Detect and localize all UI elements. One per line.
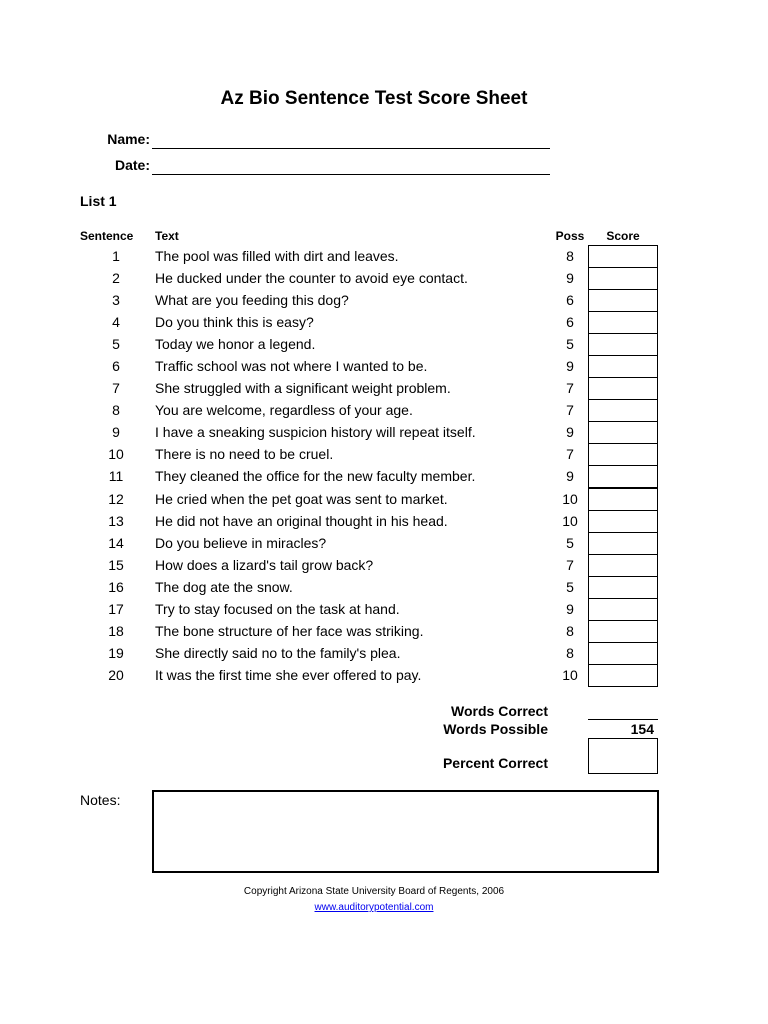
score-box[interactable]	[588, 267, 658, 290]
score-box[interactable]	[588, 355, 658, 378]
score-box[interactable]	[588, 421, 658, 444]
sentence-text: They cleaned the office for the new faculty member.	[155, 468, 476, 485]
table-row	[0, 245, 768, 267]
table-row	[0, 576, 768, 598]
sentence-text: What are you feeding this dog?	[155, 292, 349, 309]
words-correct-label: Words Correct	[451, 703, 548, 719]
table-row	[0, 510, 768, 532]
possible-words: 7	[566, 402, 574, 419]
score-box[interactable]	[588, 664, 658, 687]
sentence-number: 12	[108, 490, 124, 507]
possible-words: 9	[566, 600, 574, 617]
score-box[interactable]	[588, 598, 658, 621]
sentence-text: The bone structure of her face was striking.	[155, 622, 424, 639]
possible-words: 7	[566, 556, 574, 573]
header-score: Score	[606, 229, 640, 243]
name-label: Name:	[107, 131, 150, 147]
sentence-number: 8	[112, 402, 120, 419]
sentence-text: He ducked under the counter to avoid eye contact.	[155, 270, 468, 287]
header-poss: Poss	[555, 229, 585, 243]
possible-words: 9	[566, 358, 574, 375]
sentence-number: 15	[108, 556, 124, 573]
sentence-text: You are welcome, regardless of your age.	[155, 402, 413, 419]
notes-box[interactable]	[152, 790, 659, 873]
page-title: Az Bio Sentence Test Score Sheet	[220, 88, 528, 109]
sentence-text: Today we honor a legend.	[155, 336, 316, 353]
possible-words: 10	[562, 666, 578, 683]
sentence-table	[0, 245, 768, 686]
table-row	[0, 554, 768, 576]
sentence-number: 16	[108, 578, 124, 595]
sentence-text: He cried when the pet goat was sent to market.	[155, 490, 448, 507]
score-box[interactable]	[588, 532, 658, 555]
sentence-number: 17	[108, 600, 124, 617]
sentence-number: 10	[108, 446, 124, 463]
possible-words: 5	[566, 336, 574, 353]
possible-words: 6	[566, 314, 574, 331]
sentence-text: I have a sneaking suspicion history will repeat itself.	[155, 424, 476, 441]
copyright-text: Copyright Arizona State University Board of Regents, 2006	[243, 886, 505, 897]
sentence-text: The pool was filled with dirt and leaves.	[155, 248, 399, 264]
sentence-text: She struggled with a significant weight problem.	[155, 380, 451, 397]
sentence-number: 19	[108, 644, 124, 661]
percent-correct-box[interactable]	[588, 738, 658, 774]
possible-words: 9	[566, 468, 574, 485]
score-box[interactable]	[588, 576, 658, 599]
table-row	[0, 267, 768, 289]
table-row	[0, 399, 768, 421]
sentence-number: 9	[112, 424, 120, 441]
percent-correct-label: Percent Correct	[442, 755, 548, 771]
score-box[interactable]	[588, 510, 658, 533]
sentence-text: Do you think this is easy?	[155, 314, 314, 331]
score-box[interactable]	[588, 465, 658, 488]
table-row	[0, 488, 768, 510]
sentence-number: 4	[112, 314, 120, 331]
table-row	[0, 598, 768, 620]
sentence-text: There is no need to be cruel.	[155, 446, 334, 463]
sentence-text: Do you believe in miracles?	[155, 534, 327, 551]
date-field[interactable]	[152, 174, 550, 175]
header-sentence: Sentence	[80, 229, 134, 243]
score-box[interactable]	[588, 554, 658, 577]
words-correct-line	[588, 719, 658, 720]
sentence-text: The dog ate the snow.	[155, 578, 293, 595]
sentence-text: It was the first time she ever offered to pay.	[155, 666, 422, 683]
possible-words: 8	[566, 622, 574, 639]
sentence-number: 5	[112, 336, 120, 353]
table-row	[0, 642, 768, 664]
table-row	[0, 289, 768, 311]
name-field[interactable]	[152, 148, 550, 149]
score-box[interactable]	[588, 289, 658, 312]
possible-words: 9	[566, 270, 574, 287]
sentence-number: 13	[108, 512, 124, 529]
sentence-text: How does a lizard's tail grow back?	[155, 556, 374, 573]
header-text: Text	[155, 229, 179, 243]
score-box[interactable]	[588, 642, 658, 665]
possible-words: 5	[566, 578, 574, 595]
score-box[interactable]	[588, 333, 658, 356]
table-row	[0, 377, 768, 399]
table-row	[0, 620, 768, 642]
score-box[interactable]	[588, 377, 658, 400]
score-box[interactable]	[588, 311, 658, 334]
sentence-text: Traffic school was not where I wanted to be.	[155, 358, 428, 375]
sentence-number: 20	[108, 666, 124, 683]
table-row	[0, 311, 768, 333]
sentence-number: 7	[112, 380, 120, 397]
notes-label: Notes:	[80, 792, 121, 808]
words-possible-label: Words Possible	[443, 721, 548, 737]
website-link[interactable]: www.auditorypotential.com	[314, 902, 434, 913]
possible-words: 7	[566, 380, 574, 397]
sentence-number: 14	[108, 534, 124, 551]
possible-words: 8	[566, 248, 574, 264]
score-box[interactable]	[588, 245, 658, 268]
table-row	[0, 664, 768, 686]
possible-words: 10	[562, 512, 578, 529]
sentence-text: She directly said no to the family's plea.	[155, 644, 401, 661]
possible-words: 9	[566, 424, 574, 441]
sentence-number: 18	[108, 622, 124, 639]
table-row	[0, 443, 768, 465]
possible-words: 10	[562, 490, 578, 507]
possible-words: 5	[566, 534, 574, 551]
table-row	[0, 355, 768, 377]
score-box[interactable]	[588, 443, 658, 466]
table-row	[0, 333, 768, 355]
sentence-number: 11	[108, 468, 124, 485]
sentence-number: 2	[112, 270, 120, 287]
score-box[interactable]	[588, 488, 658, 511]
sentence-text: Try to stay focused on the task at hand.	[155, 600, 400, 617]
sentence-number: 6	[112, 358, 120, 375]
possible-words: 8	[566, 644, 574, 661]
words-possible-value: 154	[630, 721, 654, 737]
date-label: Date:	[114, 157, 150, 173]
sentence-text: He did not have an original thought in his head.	[155, 512, 448, 529]
sentence-number: 1	[112, 248, 120, 264]
possible-words: 6	[566, 292, 574, 309]
table-row	[0, 532, 768, 554]
table-row	[0, 421, 768, 443]
possible-words: 7	[566, 446, 574, 463]
score-box[interactable]	[588, 399, 658, 422]
list-title: List 1	[80, 193, 117, 209]
score-box[interactable]	[588, 620, 658, 643]
table-row	[0, 465, 768, 487]
sentence-number: 3	[112, 292, 120, 309]
